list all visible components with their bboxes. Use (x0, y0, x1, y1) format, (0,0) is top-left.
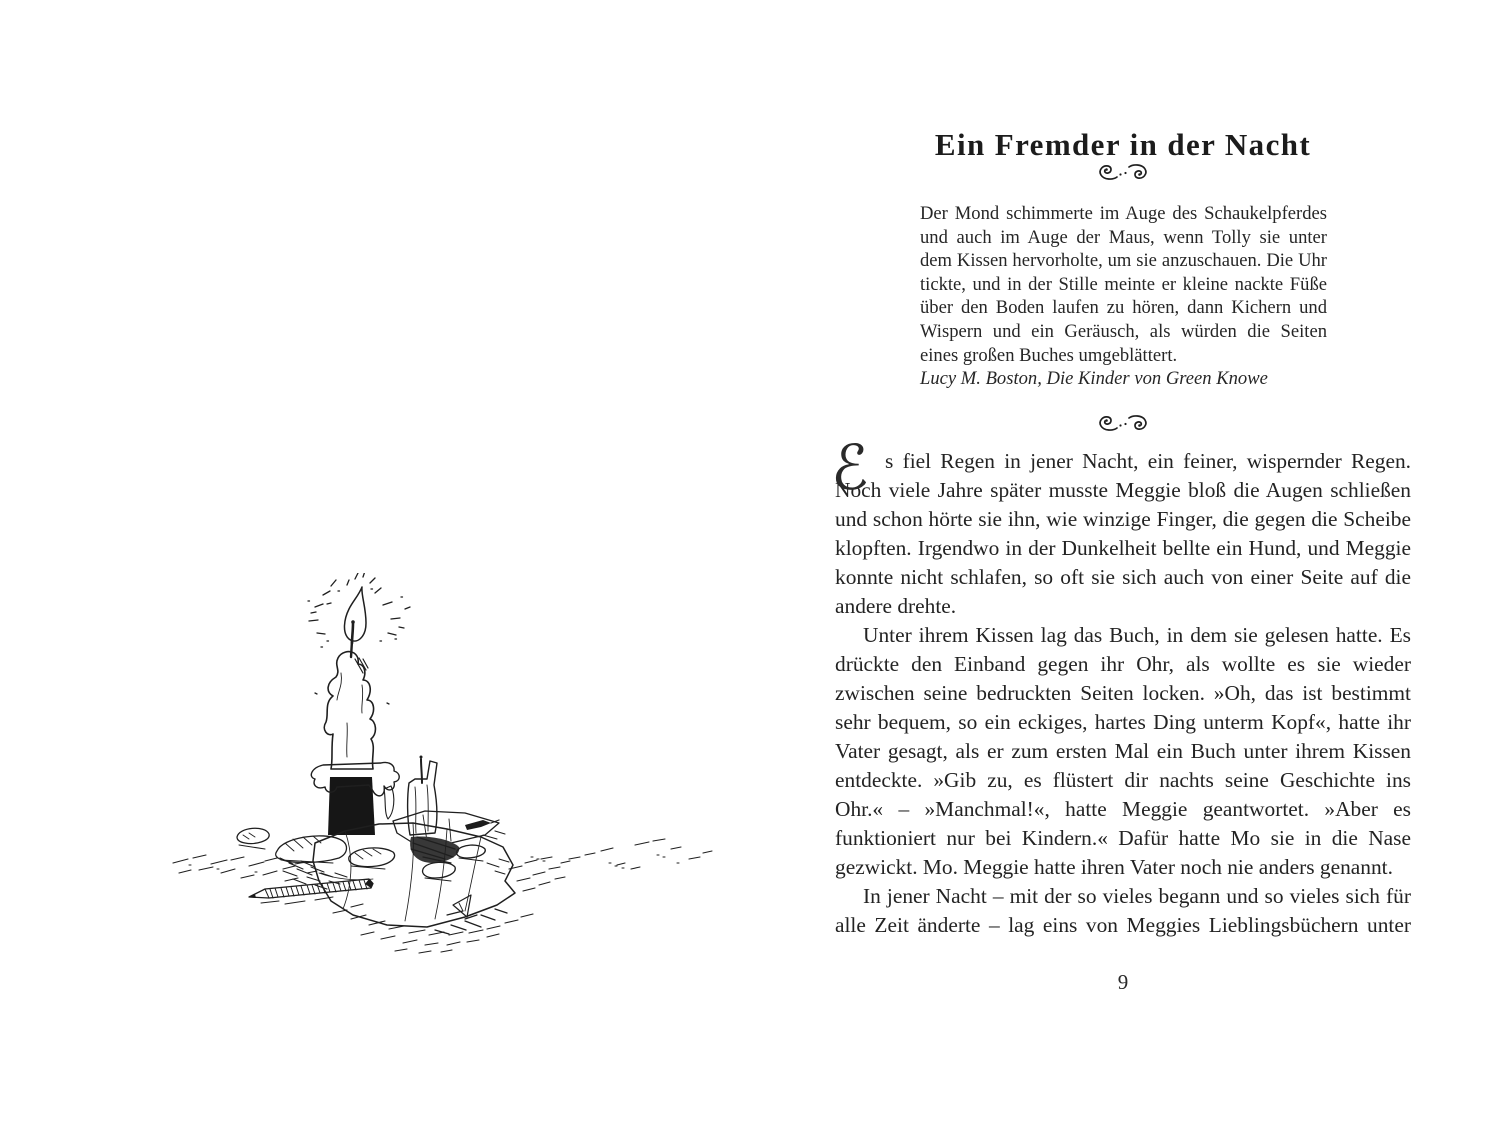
page-number: 9 (1117, 970, 1129, 994)
candlestick (308, 573, 410, 835)
divider-ornament-icon (835, 161, 1411, 183)
paragraph: Unter ihrem Kissen lag das Buch, in dem sie gelesen hatte. Es drückte den Einband gegen ihr Ohr, als wollte es sie wieder zwischen seine bedruckten Seiten locken. »Oh, das ist bestimmt sehr bequem, so ein eckiges, hartes Ding unterm Kopf«, hatte ihr Vater gesagt, als er zum ersten Mal ein Buch unter ihrem Kissen entdeckte. »Gib zu, es flüstert dir nachts seine Geschichte ins Ohr.« – »Manchmal!«, hatte Meggie geantwortet. »Aber es funktioniert nur bei Kindern.« Dafür hatte Mo sie in die Nase gezwickt. Mo. Meggie hatte ihren Vater noch nie anders genannt. (835, 623, 1411, 879)
paragraph (831, 431, 1411, 621)
epigraph-text: Der Mond schimmerte im Auge des Schaukelpferdes und auch im Auge der Maus, wenn Tolly sie unter dem Kissen hervorholte, um sie anzuschauen. Die Uhr tickte, und in der Stille meinte er kleine nackte Füße über den Boden laufen zu hören, dann Kichern und Wispern und ein Geräusch, als würden die Seiten eines großen Buches umgeblättert. (920, 203, 1327, 366)
drop-cap-initial: ℰ (831, 431, 869, 504)
candle-body (324, 652, 375, 769)
chapter-title: Ein Fremder in der Nacht (934, 126, 1312, 162)
epigraph-attribution: Lucy M. Boston, Die Kinder von Green Knowe (920, 368, 1268, 390)
divider-ornament-icon (835, 412, 1411, 434)
stub-shadow (410, 836, 459, 863)
pencil (249, 879, 373, 904)
candle-illustration-icon (165, 573, 721, 971)
candle-ink-drawing (165, 573, 721, 971)
candle-flame (344, 587, 366, 641)
epigraph (920, 202, 1327, 391)
paragraph-text: s fiel Regen in jener Nacht, ein feiner, wispernder Regen. Noch viele Jahre später musste Meggie bloß die Augen schließen und schon hörte sie ihn, wie winzige Finger, die gegen die Scheibe klopften. Irgendwo in der Dunkelheit bellte ein Hund, und Meggie konnte nicht schlafen, so oft sie sich auch von einer Seite auf die andere drehte. (835, 449, 1411, 618)
ground-hatching-bottom (333, 904, 533, 953)
paragraph: In jener Nacht – mit der so vieles begann und so vieles sich für alle Zeit änderte – lag eins von Meggies Lieblingsbüchern unter (835, 884, 1411, 937)
ground-hatching-right (569, 839, 712, 869)
chapter-body (831, 431, 1411, 940)
pen-nib (465, 820, 491, 830)
ground-hatching-mid-right (509, 857, 570, 891)
right-page-text-column (831, 0, 1411, 1140)
folded-paper-under-stub (393, 811, 505, 843)
